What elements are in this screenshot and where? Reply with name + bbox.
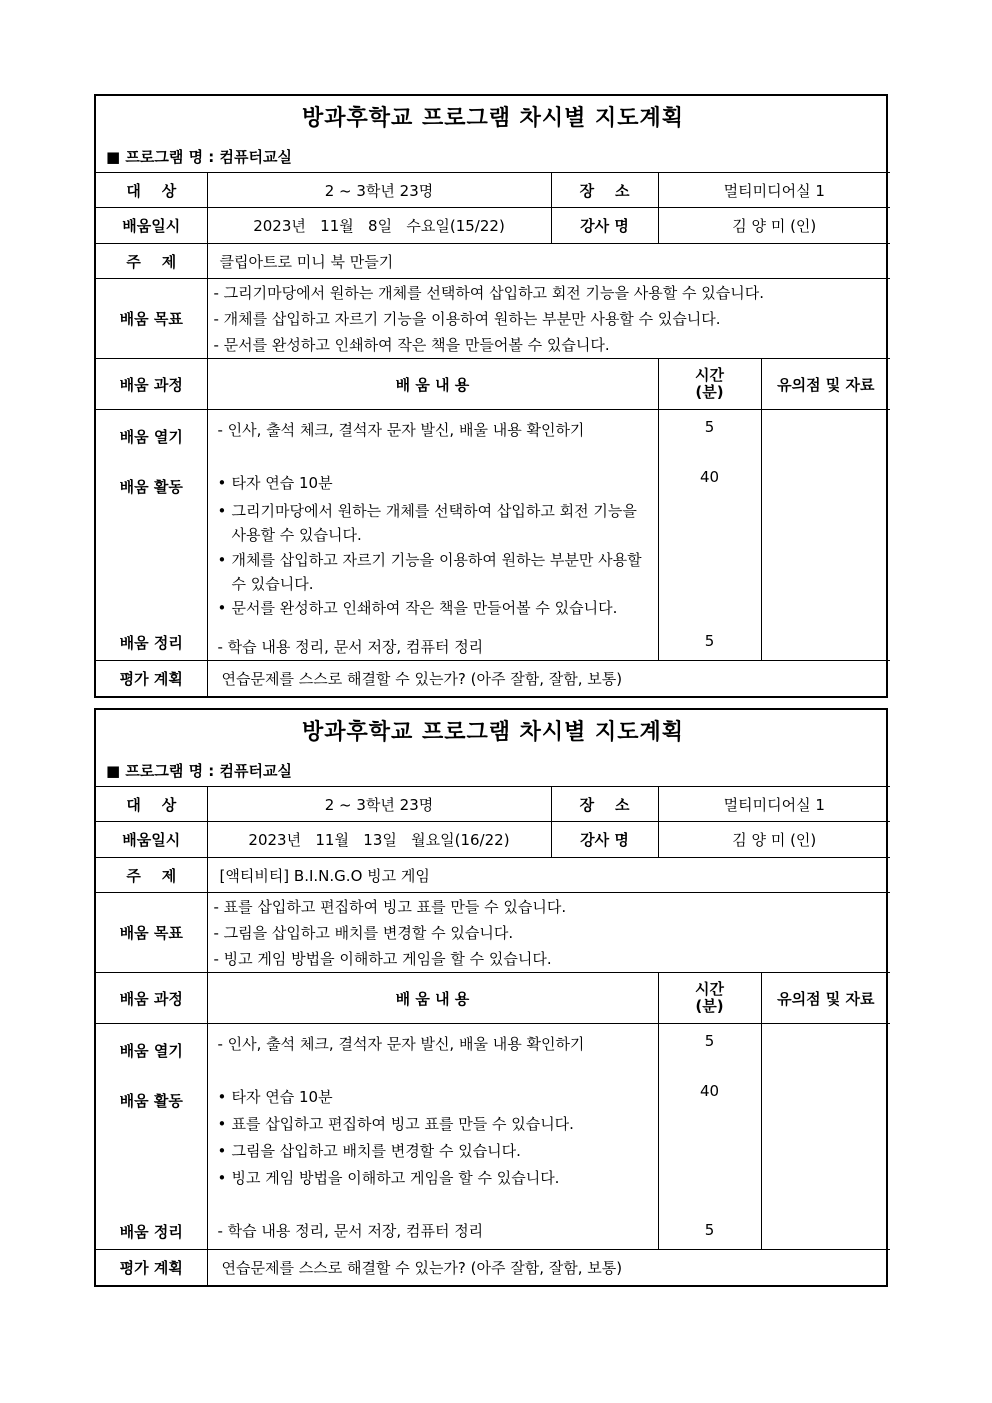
topic-label: 주 제: [96, 858, 207, 893]
date-value: 2023년 11월 8일 수요일(15/22): [207, 208, 551, 244]
teacher-label: 강사 명: [551, 208, 658, 244]
open-text: - 인사, 출석 체크, 결석자 문자 발신, 배울 내용 확인하기: [217, 421, 585, 439]
content-column: [207, 410, 658, 661]
evaluation-label: 평가 계획: [96, 661, 207, 696]
topic-label: 주 제: [96, 244, 207, 279]
target-value: 2 ~ 3학년 23명: [207, 787, 551, 822]
content-column: [207, 1024, 658, 1250]
goal-item: - 문서를 완성하고 인쇄하여 작은 책을 만들어볼 수 있습니다.: [213, 335, 610, 354]
evaluation-label: 평가 계획: [96, 1250, 207, 1285]
stage-column: [96, 410, 207, 661]
topic-value: [액티비티] B.I.N.G.O 빙고 게임: [207, 858, 890, 893]
stage-close: 배움 정리: [119, 1223, 183, 1241]
goal-item: - 그리기마당에서 원하는 개체를 선택하여 삽입하고 회전 기능을 사용할 수 있습니다.: [213, 283, 765, 302]
date-label: 배움일시: [96, 822, 207, 858]
place-value: 멀티미디어실 1: [658, 173, 890, 208]
content-header: 배 움 내 용: [207, 359, 658, 410]
goal-item: - 표를 삽입하고 편집하여 빙고 표를 만들 수 있습니다.: [213, 897, 567, 916]
plan-title: 방과후학교 프로그램 차시별 지도계획: [302, 720, 685, 745]
teacher-label: 강사 명: [551, 822, 658, 858]
target-label: 대 상: [96, 787, 207, 822]
close-text: - 학습 내용 정리, 문서 저장, 컴퓨터 정리: [217, 1222, 484, 1240]
activity-item: • 그림을 삽입하고 배치를 변경할 수 있습니다.: [218, 1139, 652, 1163]
notes-column: [761, 1024, 890, 1250]
date-value: 2023년 11월 13일 월요일(16/22): [207, 822, 551, 858]
lesson-plan-1: [94, 94, 888, 698]
time-open: 5: [704, 1032, 715, 1050]
goal-list: [207, 279, 890, 359]
close-text: - 학습 내용 정리, 문서 저장, 컴퓨터 정리: [217, 638, 484, 656]
stage-close: 배움 정리: [119, 634, 183, 652]
time-open: 5: [704, 418, 715, 436]
stage-open: 배움 열기: [119, 428, 183, 446]
process-label: 배움 과정: [96, 973, 207, 1024]
time-close: 5: [704, 632, 715, 650]
goal-label: 배움 목표: [96, 279, 207, 359]
goal-label: 배움 목표: [96, 893, 207, 973]
evaluation-value: 연습문제를 스스로 해결할 수 있는가? (아주 잘함, 잘함, 보통): [207, 661, 890, 696]
place-value: 멀티미디어실 1: [658, 787, 890, 822]
activity-item: • 표를 삽입하고 편집하여 빙고 표를 만들 수 있습니다.: [218, 1112, 652, 1136]
time-column: [658, 410, 761, 661]
time-close: 5: [704, 1221, 715, 1239]
goal-item: - 개체를 삽입하고 자르기 기능을 이용하여 원하는 부분만 사용할 수 있습니다.: [213, 309, 721, 328]
topic-value: 클립아트로 미니 북 만들기: [207, 244, 890, 279]
goal-item: - 그림을 삽입하고 배치를 변경할 수 있습니다.: [213, 923, 514, 942]
goal-item: - 빙고 게임 방법을 이해하고 게임을 할 수 있습니다.: [213, 949, 552, 968]
notes-header: 유의점 및 자료: [761, 359, 890, 410]
place-label: 장 소: [551, 173, 658, 208]
lesson-plan-2: [94, 708, 888, 1287]
target-label: 대 상: [96, 173, 207, 208]
date-label: 배움일시: [96, 208, 207, 244]
plan-title: 방과후학교 프로그램 차시별 지도계획: [302, 106, 685, 131]
goal-list: [207, 893, 890, 973]
activity-item: • 그리기마당에서 원하는 개체를 선택하여 삽입하고 회전 기능을 사용할 수 있습니다.: [218, 499, 652, 547]
time-header: 시간 (분): [658, 973, 761, 1024]
activity-item: • 문서를 완성하고 인쇄하여 작은 책을 만들어볼 수 있습니다.: [218, 596, 652, 620]
time-activity: 40: [699, 468, 720, 486]
content-header: 배 움 내 용: [207, 973, 658, 1024]
stage-activity: 배움 활동: [119, 478, 183, 496]
activity-item: • 타자 연습 10분: [218, 471, 652, 495]
target-value: 2 ~ 3학년 23명: [207, 173, 551, 208]
time-activity: 40: [699, 1082, 720, 1100]
time-header: 시간 (분): [658, 359, 761, 410]
program-name: ■ 프로그램 명 : 컴퓨터교실: [106, 762, 292, 780]
open-text: - 인사, 출석 체크, 결석자 문자 발신, 배울 내용 확인하기: [217, 1035, 585, 1053]
activity-item: • 타자 연습 10분: [218, 1085, 652, 1109]
activity-item: • 개체를 삽입하고 자르기 기능을 이용하여 원하는 부분만 사용할 수 있습니다.: [218, 548, 652, 596]
program-name: ■ 프로그램 명 : 컴퓨터교실: [106, 148, 292, 166]
teacher-value: 김 양 미 (인): [658, 208, 890, 244]
notes-column: [761, 410, 890, 661]
evaluation-value: 연습문제를 스스로 해결할 수 있는가? (아주 잘함, 잘함, 보통): [207, 1250, 890, 1285]
notes-header: 유의점 및 자료: [761, 973, 890, 1024]
stage-open: 배움 열기: [119, 1042, 183, 1060]
time-column: [658, 1024, 761, 1250]
process-label: 배움 과정: [96, 359, 207, 410]
activity-item: • 빙고 게임 방법을 이해하고 게임을 할 수 있습니다.: [218, 1166, 652, 1190]
stage-activity: 배움 활동: [119, 1092, 183, 1110]
teacher-value: 김 양 미 (인): [658, 822, 890, 858]
stage-column: [96, 1024, 207, 1250]
place-label: 장 소: [551, 787, 658, 822]
